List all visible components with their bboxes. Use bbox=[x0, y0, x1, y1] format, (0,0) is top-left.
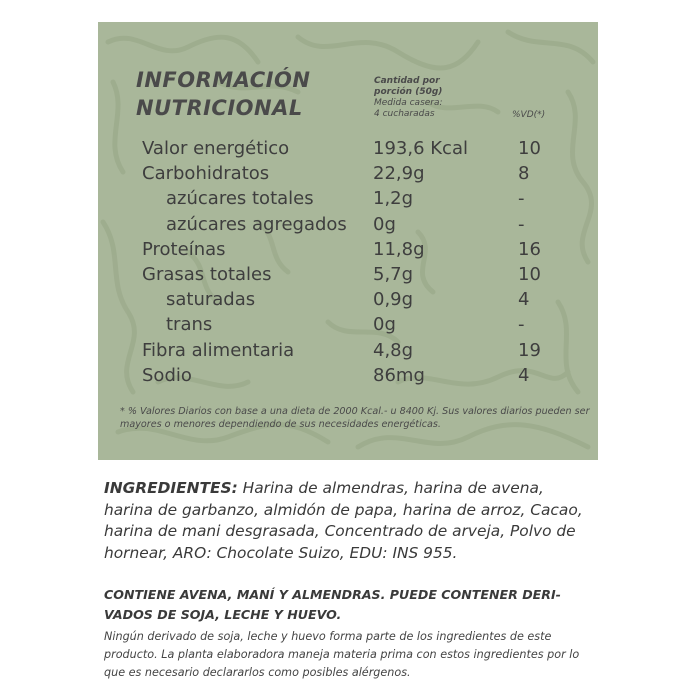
nutrient-vd: 8 bbox=[518, 163, 530, 185]
nutrient-row bbox=[142, 262, 582, 287]
nutrient-vd: - bbox=[518, 213, 525, 235]
title-line-2: NUTRICIONAL bbox=[136, 96, 303, 120]
nutrient-vd: 19 bbox=[518, 339, 541, 361]
nutrient-amount: 22,9g bbox=[373, 163, 425, 185]
nutrient-row bbox=[142, 161, 582, 186]
nutrient-name: Fibra alimentaria bbox=[142, 339, 295, 361]
nutrient-row bbox=[142, 363, 582, 388]
nutrient-vd: - bbox=[518, 314, 525, 336]
nutrient-row bbox=[142, 136, 582, 161]
serving-line-3: Medida casera: bbox=[374, 98, 443, 108]
title-line-1: INFORMACIÓN bbox=[136, 68, 311, 92]
ingredients-text: Harina de almendras, harina de avena, harina de garbanzo, almidón de papa, harina de arroz, Cacao, harina de mani desgrasada, Concentrado de arveja, Polvo de hornear, ARO: Chocolate Suizo, EDU: INS 955. bbox=[104, 479, 583, 562]
nutrient-amount: 0g bbox=[373, 314, 396, 336]
nutrient-amount: 0g bbox=[373, 213, 396, 235]
nutrient-name: Carbohidratos bbox=[142, 163, 270, 185]
nutrient-row bbox=[142, 287, 582, 312]
nutrient-name: Sodio bbox=[142, 364, 192, 386]
nutrient-name: Valor energético bbox=[142, 138, 290, 159]
ingredients-paragraph bbox=[104, 478, 594, 564]
nutrient-vd: 4 bbox=[518, 289, 530, 311]
panel-title bbox=[136, 66, 310, 122]
nutrient-amount: 193,6 Kcal bbox=[373, 138, 468, 159]
nutrition-panel bbox=[98, 22, 598, 460]
daily-values-footnote: * % Valores Diarios con base a una dieta de 2000 Kcal.- u 8400 Kj. Sus valores diarios pueden ser mayores o menores dependiendo de sus necesidades energéticas. bbox=[120, 406, 590, 430]
serving-line-1: Cantidad por bbox=[374, 76, 440, 86]
nutrient-vd: 4 bbox=[518, 364, 530, 386]
nutrient-amount: 5,7g bbox=[373, 263, 414, 285]
nutrient-name: azúcares agregados bbox=[166, 213, 347, 235]
nutrient-amount: 86mg bbox=[373, 364, 425, 386]
nutrient-vd: 10 bbox=[518, 263, 541, 285]
nutrient-name: azúcares totales bbox=[166, 188, 314, 210]
nutrient-row bbox=[142, 312, 582, 337]
nutrient-amount: 11,8g bbox=[373, 238, 425, 260]
nutrient-amount: 1,2g bbox=[373, 188, 414, 210]
nutrition-table bbox=[142, 136, 582, 388]
vd-column-header: %VD(*) bbox=[512, 110, 546, 120]
nutrient-name: saturadas bbox=[166, 289, 256, 311]
serving-line-2: porción (50g) bbox=[374, 87, 443, 97]
nutrient-name: Proteínas bbox=[142, 238, 226, 260]
nutrient-row bbox=[142, 186, 582, 211]
serving-line-4: 4 cucharadas bbox=[374, 109, 435, 119]
allergen-warning: CONTIENE AVENA, MANÍ Y ALMENDRAS. PUEDE CONTENER DERI-VADOS DE SOJA, LECHE Y HUEVO. bbox=[104, 587, 561, 622]
ingredients-label: INGREDIENTES: bbox=[104, 479, 238, 497]
serving-info bbox=[374, 76, 443, 120]
allergen-note: Ningún derivado de soja, leche y huevo forma parte de los ingredientes de este producto. La planta elaboradora maneja materia prima con estos ingredientes por lo que es necesario declararlos como posibles alérgenos. bbox=[104, 630, 580, 679]
nutrient-amount: 4,8g bbox=[373, 339, 414, 361]
nutrient-row bbox=[142, 338, 582, 363]
nutrient-vd: - bbox=[518, 188, 525, 210]
nutrient-vd: 16 bbox=[518, 238, 541, 260]
nutrient-amount: 0,9g bbox=[373, 289, 414, 311]
nutrient-vd: 10 bbox=[518, 138, 541, 159]
nutrient-name: trans bbox=[166, 314, 213, 336]
nutrient-row bbox=[142, 237, 582, 262]
nutrient-row bbox=[142, 212, 582, 237]
nutrient-name: Grasas totales bbox=[142, 263, 272, 285]
